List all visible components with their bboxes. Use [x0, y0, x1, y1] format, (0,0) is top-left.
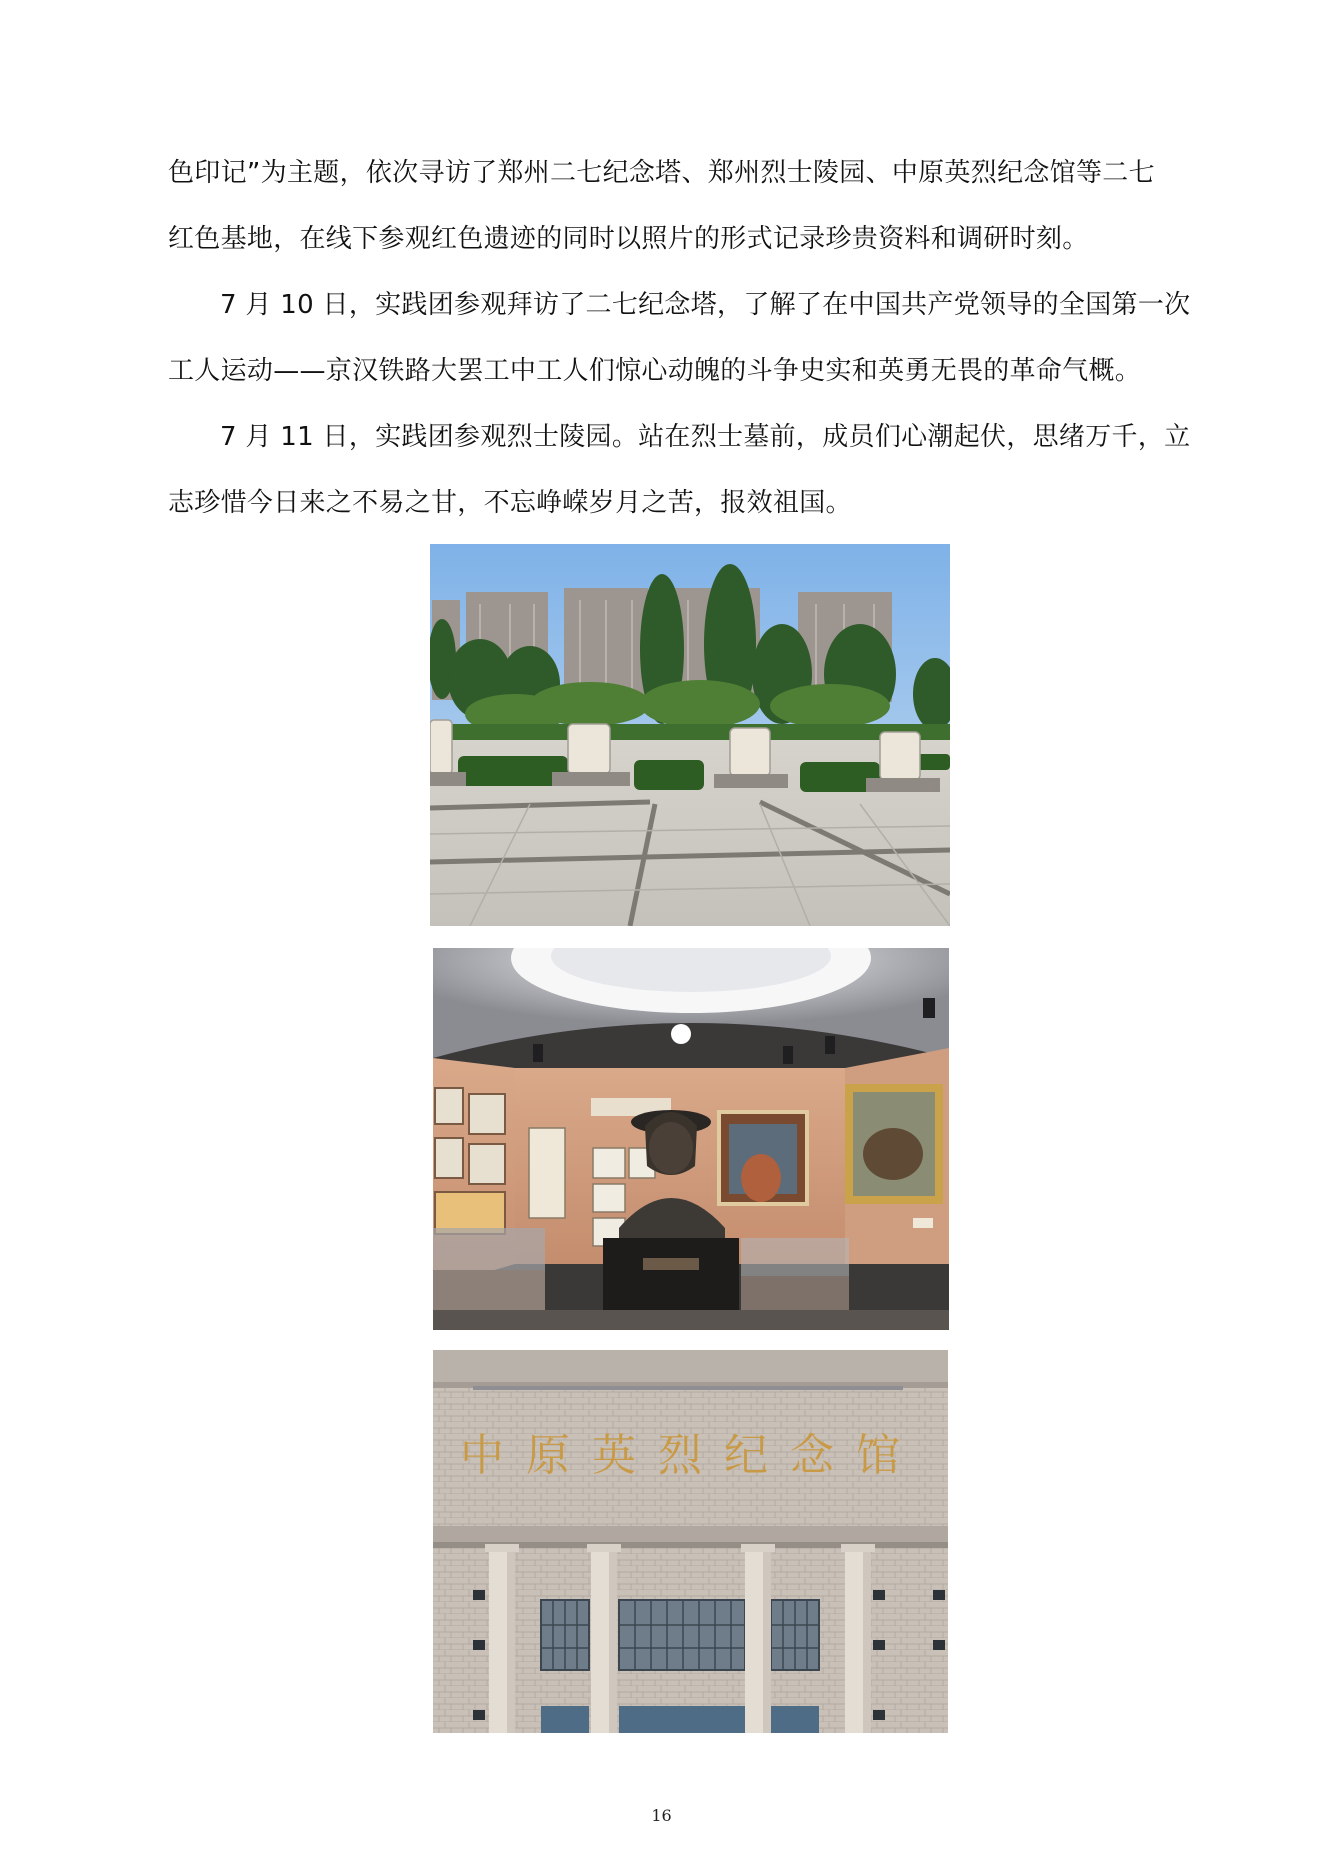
page-number: 16 — [651, 1806, 672, 1825]
paragraph-2-line-1: 7 月 10 日，实践团参观拜访了二七纪念塔，了解了在中国共产党领导的全国第一次 — [220, 290, 1191, 320]
paragraph-3-line-2: 志珍惜今日来之不易之甘，不忘峥嵘岁月之苦，报效祖国。 — [168, 488, 852, 518]
memorial-building-photo — [433, 1350, 948, 1733]
body-text — [168, 140, 1191, 536]
paragraph-3-line-1: 7 月 11 日，实践团参观烈士陵园。站在烈士墓前，成员们心潮起伏，思绪万千，立 — [220, 422, 1191, 452]
paragraph-2-line-2: 工人运动——京汉铁路大罢工中工人们惊心动魄的斗争史实和英勇无畏的革命气概。 — [168, 356, 1142, 386]
building-sign-text: 中原英烈纪念馆 — [460, 1430, 922, 1481]
cemetery-photo — [430, 544, 950, 926]
paragraph-1-line-2: 红色基地，在线下参观红色遗迹的同时以照片的形式记录珍贵资料和调研时刻。 — [168, 224, 1089, 254]
paragraph-1-line-1: 色印记”为主题，依次寻访了郑州二七纪念塔、郑州烈士陵园、中原英烈纪念馆等二七 — [168, 158, 1155, 188]
exhibition-hall-photo — [433, 948, 949, 1330]
